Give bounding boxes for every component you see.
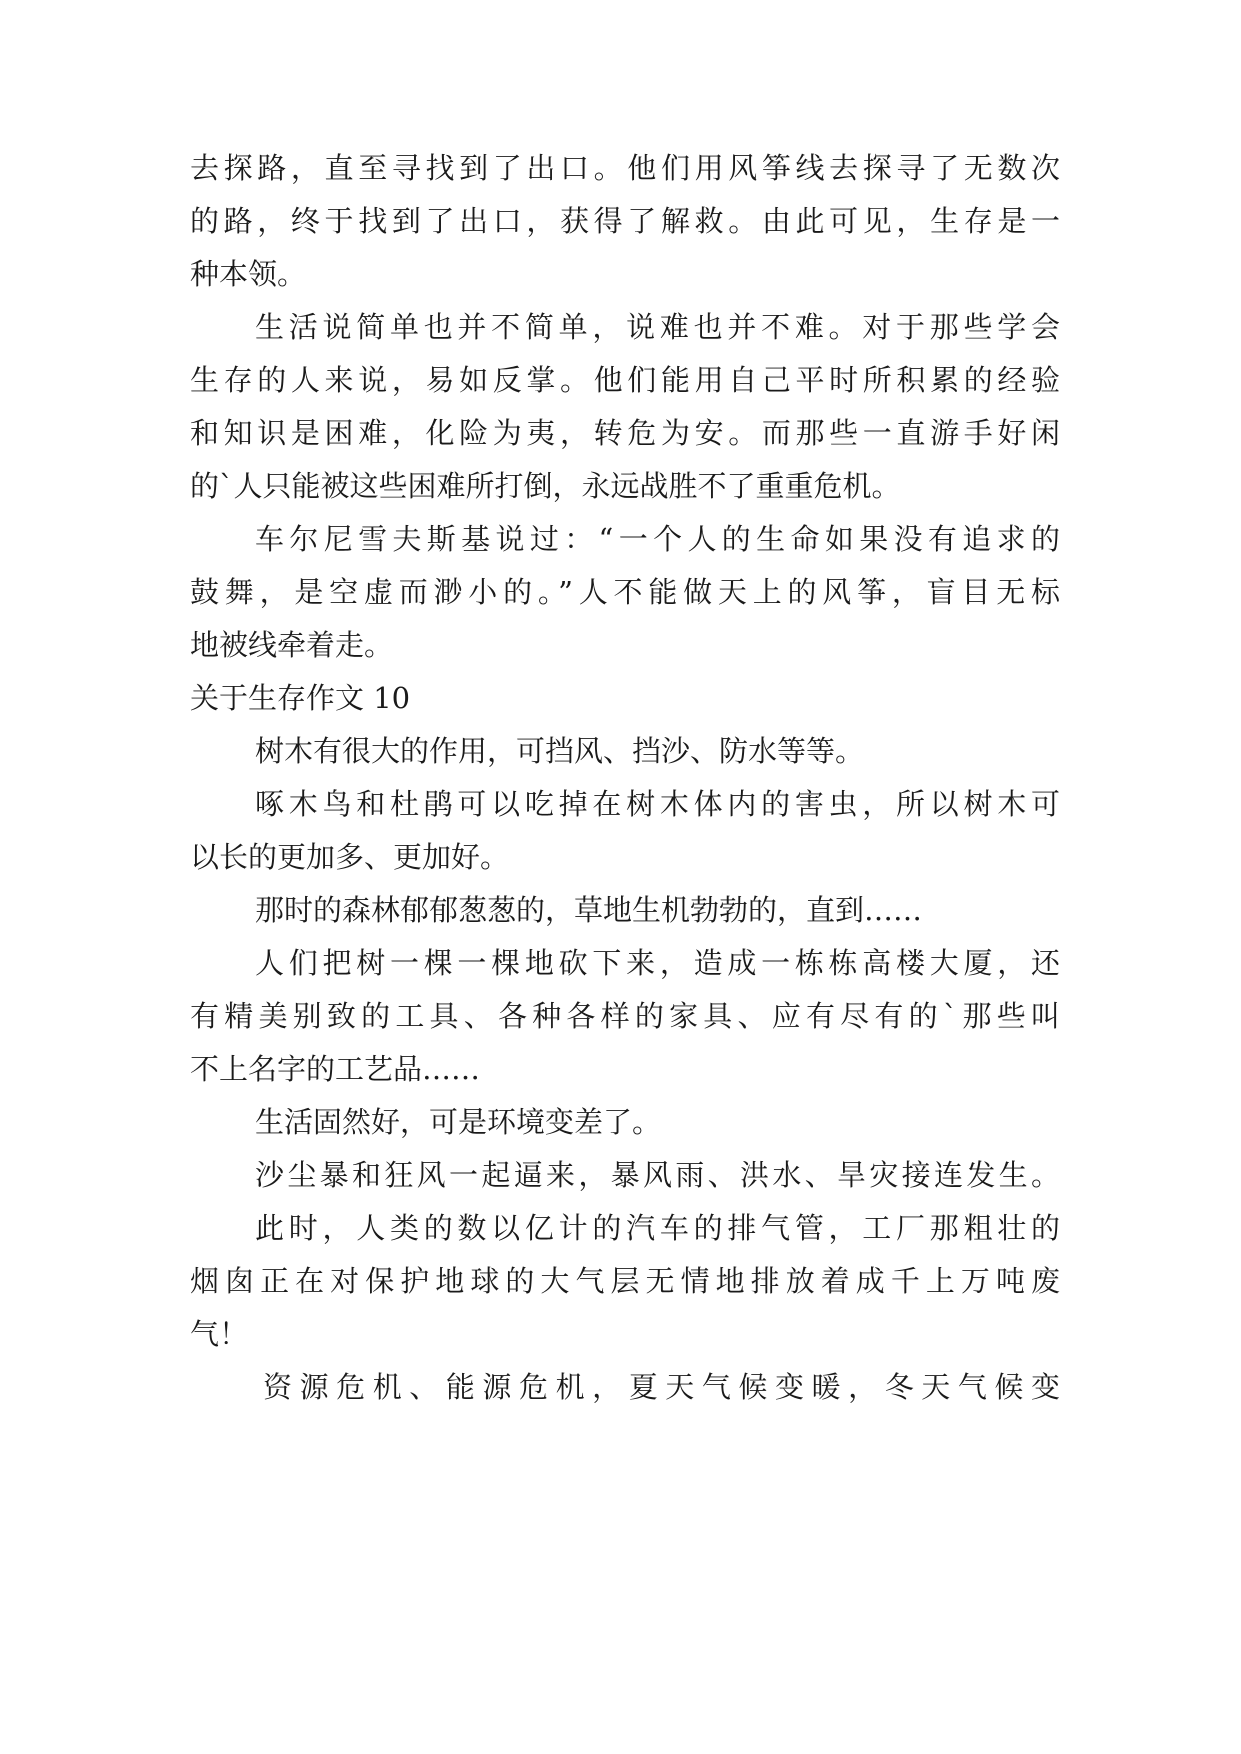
text-line: 和知识是困难，化险为夷，转危为安。而那些一直游手好闲 [190, 416, 1060, 450]
paragraph-first-line: 此时，人类的数以亿计的汽车的排气管，工厂那粗壮的 [255, 1211, 1060, 1245]
text-line: 气！ [190, 1317, 249, 1351]
paragraph-first-line: 啄木鸟和杜鹃可以吃掉在树木体内的害虫，所以树木可 [255, 787, 1060, 821]
text-line: 地被线牵着走。 [190, 628, 394, 662]
text-line: 不上名字的工艺品…… [190, 1052, 481, 1086]
text-line: 种本领。 [190, 257, 307, 291]
paragraph-first-line: 人们把树一棵一棵地砍下来，造成一栋栋高楼大厦，还 [255, 946, 1060, 980]
section-heading: 关于生存作文 10 [190, 681, 411, 715]
paragraph-first-line: 车尔尼雪夫斯基说过：“一个人的生命如果没有追求的 [255, 522, 1060, 556]
paragraph-first-line: 那时的森林郁郁葱葱的，草地生机勃勃的，直到…… [255, 893, 923, 927]
text-line: 烟囱正在对保护地球的大气层无情地排放着成千上万吨废 [190, 1264, 1060, 1298]
text-line: 有精美别致的工具、各种各样的家具、应有尽有的`那些叫 [190, 999, 1060, 1033]
paragraph-first-line: 资源危机、能源危机，夏天气候变暖，冬天气候变 [263, 1370, 1060, 1404]
paragraph-first-line: 沙尘暴和狂风一起逼来，暴风雨、洪水、旱灾接连发生。 [255, 1158, 1060, 1192]
text-line: 的`人只能被这些困难所打倒，永远战胜不了重重危机。 [190, 469, 901, 503]
text-line: 去探路，直至寻找到了出口。他们用风筝线去探寻了无数次 [190, 151, 1060, 185]
paragraph-first-line: 生活说简单也并不简单，说难也并不难。对于那些学会 [255, 310, 1060, 344]
text-line: 生存的人来说，易如反掌。他们能用自己平时所积累的经验 [190, 363, 1060, 397]
text-line: 以长的更加多、更加好。 [190, 840, 510, 874]
paragraph-first-line: 生活固然好，可是环境变差了。 [255, 1105, 662, 1139]
paragraph-first-line: 树木有很大的作用，可挡风、挡沙、防水等等。 [255, 734, 865, 768]
text-line: 鼓舞，是空虚而渺小的。”人不能做天上的风筝，盲目无标 [190, 575, 1060, 609]
text-line: 的路，终于找到了出口，获得了解救。由此可见，生存是一 [190, 204, 1060, 238]
